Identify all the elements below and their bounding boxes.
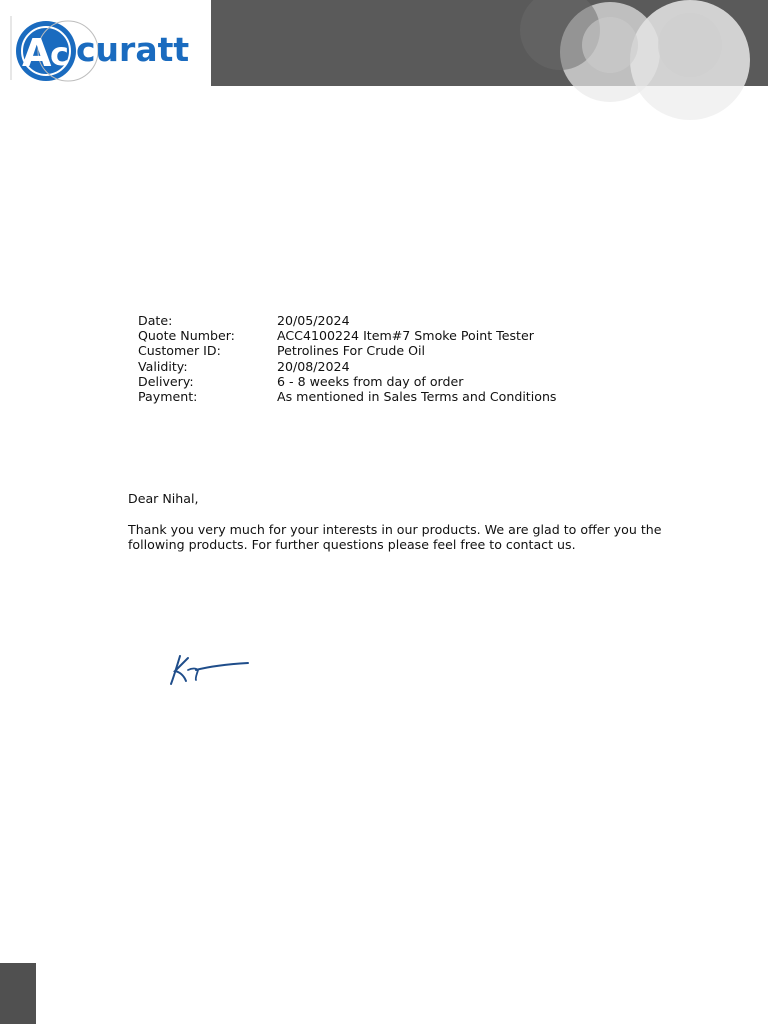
letter-greeting: Dear Nihal,: [128, 491, 199, 506]
svg-text:c: c: [50, 35, 69, 73]
quote-details: [138, 313, 557, 404]
payment-label: Payment:: [138, 389, 198, 405]
letter-body: Thank you very much for your interests in our products. We are glad to offer you the following products. For further questions please feel free to contact us.: [128, 522, 662, 553]
customer-id-value: Petrolines For Crude Oil: [277, 343, 426, 359]
signature-icon: [166, 650, 252, 690]
quote-row-delivery: [138, 374, 557, 389]
delivery-value: 6 - 8 weeks from day of order: [277, 373, 464, 389]
date-label: Date:: [138, 313, 173, 328]
footer-corner-block: [0, 963, 36, 1024]
quote-row-customer: [138, 343, 557, 358]
date-value: 20/05/2024: [277, 313, 350, 328]
accuratt-logo-icon: [10, 16, 210, 82]
quote-number-value: ACC4100224 Item#7 Smoke Point Tester: [277, 328, 534, 344]
quote-row-validity: [138, 359, 557, 374]
header-decoration: [500, 0, 768, 130]
validity-value: 20/08/2024: [277, 358, 350, 374]
validity-label: Validity:: [138, 358, 188, 374]
quote-row-number: [138, 328, 557, 343]
delivery-label: Delivery:: [138, 373, 194, 389]
logo-wordmark: curatt: [76, 30, 190, 69]
quote-number-label: Quote Number:: [138, 328, 235, 344]
customer-id-label: Customer ID:: [138, 343, 221, 359]
payment-value: As mentioned in Sales Terms and Conditions: [277, 389, 557, 405]
company-logo: [10, 16, 210, 82]
quote-row-payment: [138, 389, 557, 404]
svg-text:A: A: [22, 31, 52, 75]
quote-row-date: [138, 313, 557, 328]
